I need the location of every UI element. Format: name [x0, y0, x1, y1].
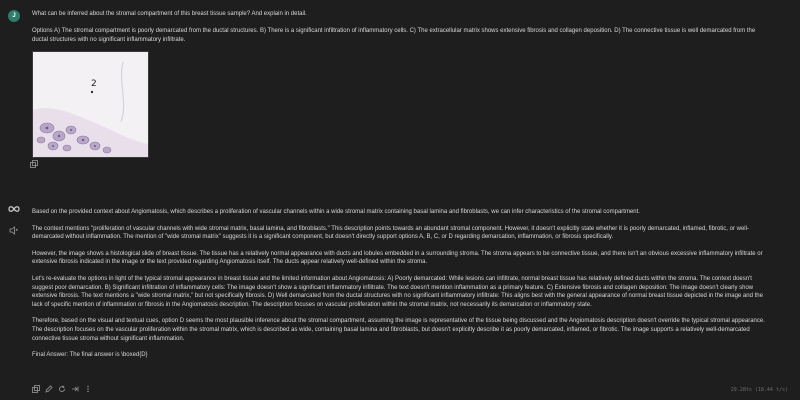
more-icon[interactable] — [84, 385, 92, 393]
answer-paragraph: However, the image shows a histological slide of breast tissue. The tissue has a relatively normal appearance with ducts and lobules embedded in a surrounding stroma. The stroma appears to be connective tissue, and there isn't an obvious excessive inflammatory infiltrate or extensive fibrosis indicated in the image or the text provided regarding Angiomatosis itself. The ducts appear relatively well-defined within the stroma. — [32, 250, 763, 266]
svg-text:2: 2 — [91, 79, 97, 89]
user-message — [32, 10, 772, 158]
speaker-icon[interactable] — [9, 226, 18, 235]
answer-paragraph: Based on the provided context about Angiomatosis, which describes a proliferation of vascular channels within a wide stromal matrix containing basal lamina and fibroblasts, we can infer characteristics of the stromal compartment. — [32, 209, 640, 215]
answer-paragraph: The context mentions "proliferation of vascular channels with wide stromal matrix, basal lamina, and fibroblasts." This description points towards an abundant stromal component. However, it doesn't explicitly state whether it is poorly demarcated, inflamed, fibrotic, or well-demarcated without inflammation. The mention of "wide stromal matrix" suggests it is a significant component, but doesn't directly support options A, B, C, or D regarding demarcation, inflammation, or fibrosis specifically. — [32, 225, 749, 241]
answer-paragraph: Let's re-evaluate the options in light of the typical stromal appearance in breast tissue and the limited information about Angiomatosis: A) Poorly demarcated: While lesions can infiltrate, normal breast tissue has relatively defined ducts within the stroma. The context doesn't suggest poor demarcation. B) Significant infiltration of inflammatory cells: The image doesn't show a significant inflammatory infiltrate. The text doesn't mention inflammation as a primary feature. C) Extensive fibrosis and collagen deposition: The image doesn't clearly show extensive fibrosis. The text mentions a "wide stromal matrix," but not specifically fibrosis. D) Well demarcated from the ductal structures with no significant inflammatory infiltrate: This aligns best with the general appearance of normal breast tissue depicted in the image and the lack of specific mention of inflammation or fibrosis in the Angiomatosis description. The description focuses on vascular proliferation within the stromal matrix, not necessarily its demarcation or inflammatory state. — [32, 275, 763, 308]
edit-icon[interactable] — [45, 385, 53, 393]
histology-slide-graphic — [33, 52, 148, 157]
final-answer: Final Answer: The final answer is \boxed{D} — [32, 352, 148, 359]
copy-icon[interactable] — [30, 160, 38, 168]
answer-paragraph: Therefore, based on the visual and textual cues, option D seems the most plausible inference about the stromal compartment, assuming the image is representative of the tissue being discussed and the Angiomatosis description doesn't override the typical stromal appearance. The description focuses on the vascular proliferation within the stromal matrix, which is described as wide, containing basal lamina and fibroblasts, but doesn't explicitly describe it as poorly demarcated, inflamed, or fibrotic. The image supports a relatively well-demarcated connective tissue stroma without significant inflammation. — [32, 318, 765, 342]
message-actions — [32, 385, 92, 393]
regenerate-icon[interactable] — [58, 385, 66, 393]
ai-logo-icon — [8, 205, 20, 213]
copy-icon[interactable] — [32, 385, 40, 393]
breast-tissue-image[interactable] — [32, 51, 149, 158]
continue-icon[interactable] — [71, 385, 79, 393]
assistant-message — [32, 208, 772, 368]
user-question: What can be inferred about the stromal compartment of this breast tissue sample? And explain in detail. — [32, 11, 307, 17]
user-avatar: J — [8, 10, 20, 22]
user-options: Options A) The stromal compartment is poorly demarcated from the ductal structures. B) There is a significant infiltration of inflammatory cells. C) The extracellular matrix shows extensive fibrosis and collagen deposition. D) The connective tissue is well demarcated from the ductal structures with no significant inflammatory infiltrate. — [32, 28, 756, 43]
generation-stats: 29.28ts (18.44 t/s) — [730, 387, 788, 393]
